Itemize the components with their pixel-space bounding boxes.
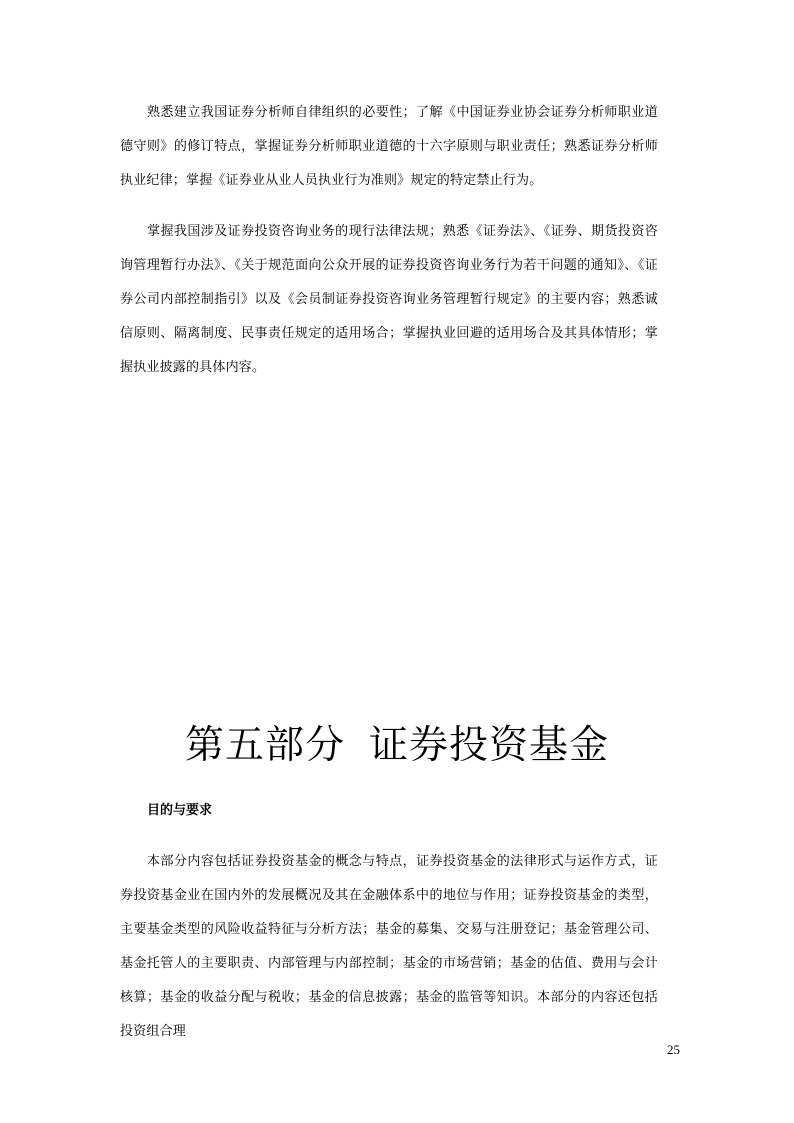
paragraph-analyst-ethics: 熟悉建立我国证券分析师自律组织的必要性；了解《中国证券业协会证券分析师职业道德守则》的修订特点，掌握证券分析师职业道德的十六字原则与职业责任；熟悉证券分析师执业纪律；掌握《证券业从业人员执业行为准则》规定的特定禁止行为。 bbox=[120, 105, 658, 188]
page-number: 25 bbox=[667, 1042, 680, 1057]
part-title bbox=[0, 716, 794, 776]
part-title-number: 第五部分 bbox=[184, 723, 345, 768]
paragraph-fund-content: 本部分内容包括证券投资基金的概念与特点，证券投资基金的法律形式与运作方式，证券投资基金业在国内外的发展概况及其在金融体系中的地位与作用；证券投资基金的类型，主要基金类型的风险收益特征与分析方法；基金的募集、交易与注册登记；基金管理公司、基金托管人的主要职责、内部管理与内部控制；基金的市场营销；基金的估值、费用与会计核算；基金的收益分配与税收；基金的信息披露；基金的监管等知识。本部分的内容还包括投资组合理 bbox=[120, 854, 658, 1039]
paragraph-consulting-regulations: 掌握我国涉及证券投资咨询业务的现行法律法规；熟悉《证券法》、《证券、期货投资咨询管理暂行办法》、《关于规范面向公众开展的证券投资咨询业务行为若干问题的通知》、《证券公司内部控制指引》以及《会员制证券投资咨询业务管理暂行规定》的主要内容；熟悉诚信原则、隔离制度、民事责任规定的适用场合；掌握执业回避的适用场合及其具体情形；掌握执业披露的具体内容。 bbox=[120, 224, 658, 375]
section-heading-objectives: 目的与要求 bbox=[147, 803, 213, 818]
part-title-name: 证券投资基金 bbox=[369, 723, 610, 768]
